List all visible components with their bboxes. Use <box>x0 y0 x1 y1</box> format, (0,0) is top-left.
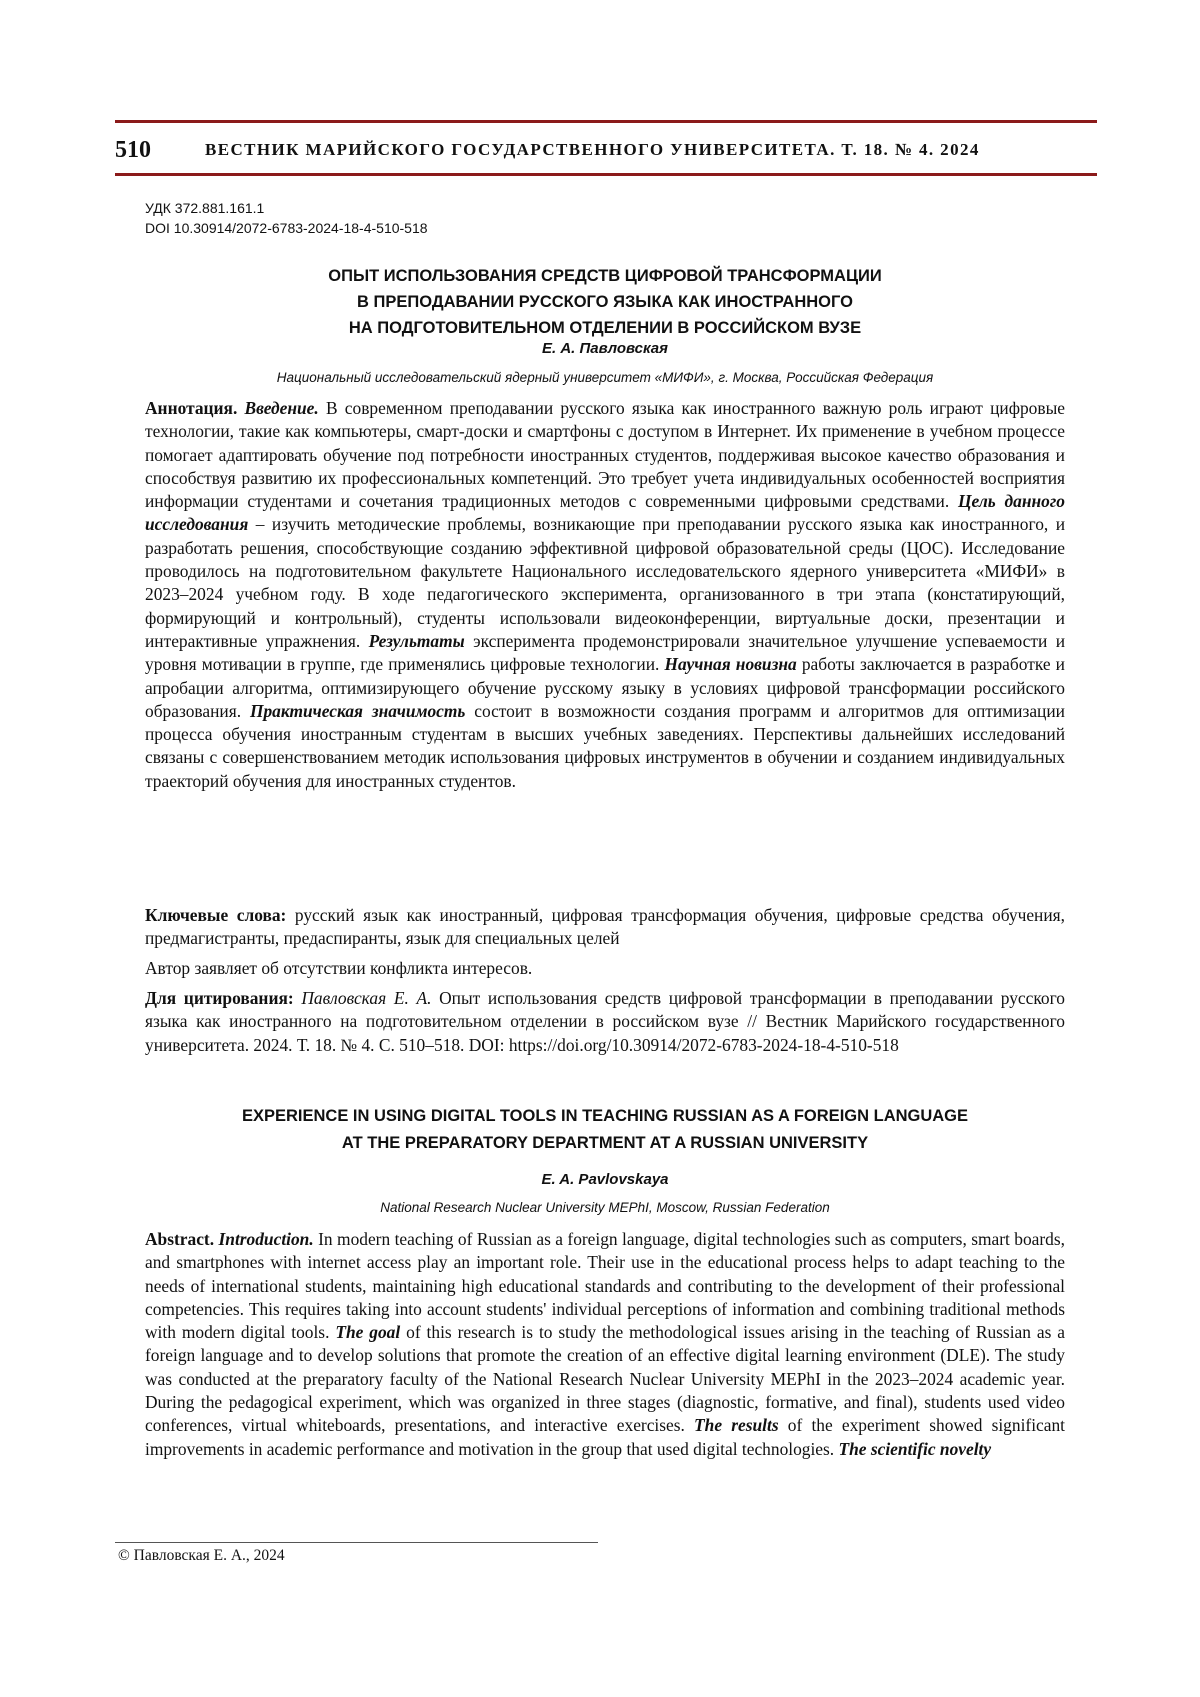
article-meta <box>145 198 428 238</box>
practical-label: Практическая значимость <box>249 700 466 721</box>
citation-ru <box>145 987 1065 1057</box>
novelty-label: The scientific novelty <box>838 1438 992 1459</box>
practical-text: состоит в возможности создания программ и алгоритмов для оптимизации процесса обучения иностранным студентам в высших учебных заведениях. Перспективы дальнейших исследований связаны с совершенствованием методик использования цифровых инструментов в обучении и созданием индивидуальных траекторий обучения для иностранных студентов. <box>145 700 1065 791</box>
abstract-en <box>145 1228 1065 1461</box>
copyright: © Павловская Е. А., 2024 <box>118 1547 285 1564</box>
citation-author: Павловская Е. А. <box>293 988 432 1008</box>
results-text: эксперимента продемонстрировали значительное улучшение успеваемости и уровня мотивации в группе, где применялись цифровые технологии. <box>145 630 1065 675</box>
page-number: 510 <box>115 136 151 163</box>
intro-text: В современном преподавании русского языка как иностранного важную роль играют цифровые технологии, такие как компьютеры, смарт-доски и смартфоны с доступом в Интернет. Их применение в учебном процессе помогает адаптировать обучение под потребности иностранных студентов, поддерживая высокое качество образования и способствуя развитию их профессиональных компетенций. Это требует учета индивидуальных особенностей восприятия информации студентами и сочетания традиционных методов с современными цифровыми средствами. <box>145 398 1065 512</box>
title-line: ОПЫТ ИСПОЛЬЗОВАНИЯ СРЕДСТВ ЦИФРОВОЙ ТРАНСФОРМАЦИИ <box>328 267 882 285</box>
abstract-label: Abstract. <box>145 1229 215 1249</box>
goal-label: The goal <box>335 1322 401 1343</box>
intro-text: In modern teaching of Russian as a foreign language, digital technologies such as computers, smart boards, and smartphones with internet access play an important role. Their use in the educational process helps to adapt teaching to the needs of international students, maintaining high educational standards and contributing to the development of their professional competencies. This requires taking into account students' individual perceptions of information and combining traditional methods with modern digital tools. <box>145 1229 1065 1343</box>
affiliation-ru: Национальный исследовательский ядерный университет «МИФИ», г. Москва, Российская Федерация <box>276 370 934 385</box>
running-header <box>115 130 1097 170</box>
author-en: E. A. Pavlovskaya <box>541 1171 669 1188</box>
title-line: AT THE PREPARATORY DEPARTMENT AT A RUSSIAN UNIVERSITY <box>341 1134 869 1152</box>
novelty-label: Научная новизна <box>664 654 797 675</box>
intro-label: Introduction. <box>218 1229 314 1249</box>
goal-label: Цель данного исследования <box>145 491 1065 535</box>
header-rule-bottom <box>115 173 1097 176</box>
intro-label: Введение. <box>244 398 319 418</box>
citation-label: Для цитирования: <box>145 988 294 1008</box>
keywords-ru <box>145 904 1065 951</box>
abstract-label: Аннотация. <box>145 398 238 418</box>
title-line: НА ПОДГОТОВИТЕЛЬНОМ ОТДЕЛЕНИИ В РОССИЙСКОМ ВУЗЕ <box>348 319 862 337</box>
udc-code: УДК 372.881.161.1 <box>145 200 265 216</box>
results-label: Результаты <box>368 630 465 651</box>
title-line: EXPERIENCE IN USING DIGITAL TOOLS IN TEACHING RUSSIAN AS A FOREIGN LANGUAGE <box>241 1107 969 1125</box>
author-ru: Е. А. Павловская <box>542 340 668 357</box>
article-title-en <box>145 1103 1065 1157</box>
doi: DOI 10.30914/2072-6783-2024-18-4-510-518 <box>145 220 428 236</box>
goal-text: of this research is to study the methodological issues arising in the teaching of Russian as a foreign language and to develop solutions that promote the creation of an effective digital learning environment (DLE). The study was conducted at the preparatory faculty of the National Research Nuclear University MEPhI in the 2023–2024 academic year. During the pedagogical experiment, which was organized in three stages (diagnostic, formative, and final), students used video conferences, virtual whiteboards, presentations, and interactive exercises. <box>145 1322 1065 1436</box>
journal-title: ВЕСТНИК МАРИЙСКОГО ГОСУДАРСТВЕННОГО УНИВЕРСИТЕТА. Т. 18. № 4. 2024 <box>205 140 980 159</box>
article-title-ru <box>145 263 1065 341</box>
header-rule-top <box>115 120 1097 123</box>
abstract-ru <box>145 397 1065 793</box>
conflict-statement: Автор заявляет об отсутствии конфликта интересов. <box>145 958 533 978</box>
affiliation-en: National Research Nuclear University MEPhI, Moscow, Russian Federation <box>380 1200 830 1215</box>
keywords-label: Ключевые слова: <box>145 905 287 925</box>
results-text: of the experiment showed significant improvements in academic performance and motivation in the group that used digital technologies. <box>145 1415 1065 1459</box>
citation-text: Опыт использования средств цифровой трансформации в преподавании русского языка как иностранного на подготовительном отделении в российском вузе // Вестник Марийского государственного университета. 2024. Т. 18. № 4. С. 510–518. DOI: https://doi.org/10.30914/2072-6783-2024-18-4-510-518 <box>145 988 1066 1055</box>
novelty-text: работы заключается в разработке и апробации алгоритма, оптимизирующего обучение русскому языку в условиях цифровой трансформации российского образования. <box>145 654 1065 721</box>
results-label: The results <box>694 1415 779 1436</box>
footnote-rule <box>115 1542 598 1543</box>
title-line: В ПРЕПОДАВАНИИ РУССКОГО ЯЗЫКА КАК ИНОСТРАННОГО <box>357 293 853 311</box>
keywords-text: русский язык как иностранный, цифровая трансформация обучения, цифровые средства обучения, предмагистранты, предаспиранты, язык для специальных целей <box>145 905 1066 949</box>
goal-text: – изучить методические проблемы, возникающие при преподавании русского языка как иностранного, и разработать решения, способствующие созданию эффективной цифровой образовательной среды (ЦОС). Исследование проводилось на подготовительном факультете Национального исследовательского ядерного университета «МИФИ» в 2023–2024 учебном году. В ходе педагогического эксперимента, организованного в три этапа (констатирующий, формирующий и контрольный), студенты использовали видеоконференции, виртуальные доски, презентации и интерактивные упражнения. <box>145 514 1065 651</box>
